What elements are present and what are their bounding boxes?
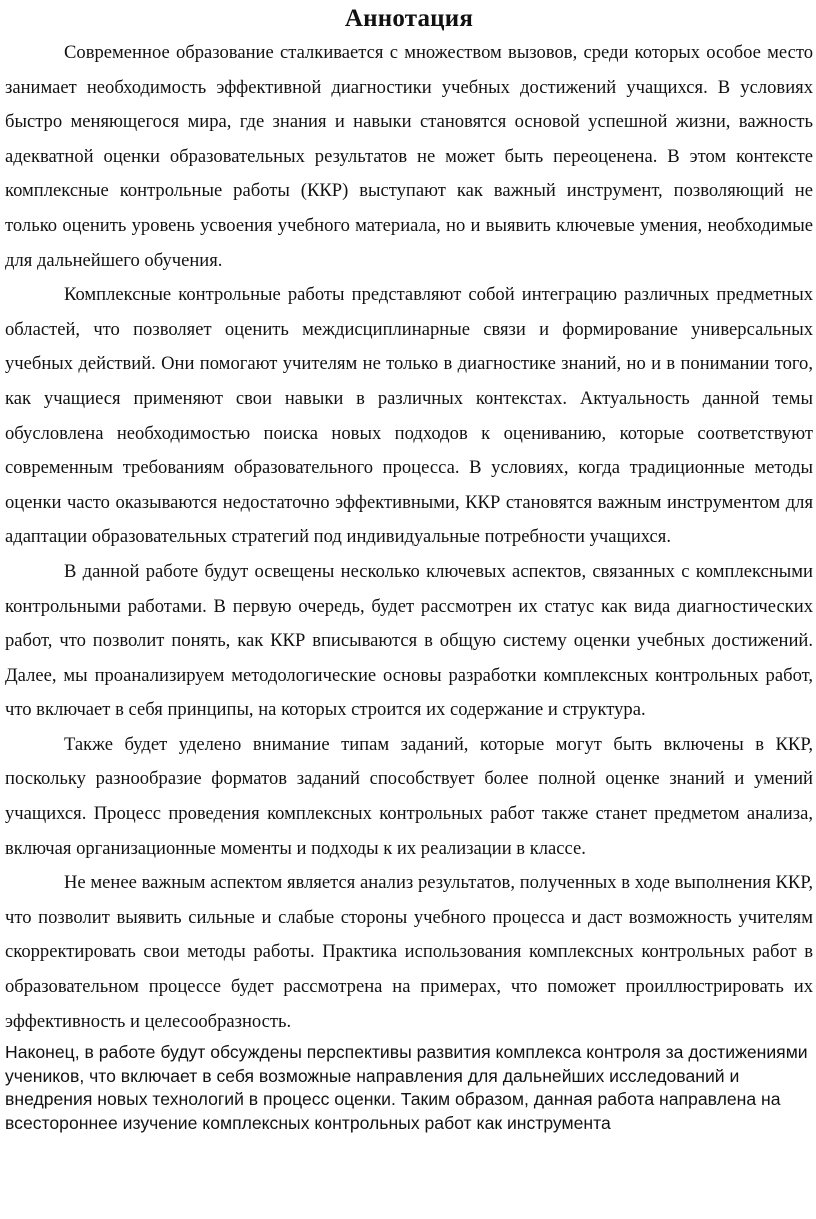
paragraph-1: Современное образование сталкивается с множеством вызовов, среди которых особое место занимает необходимость эффективной диагностики учебных достижений учащихся. В условиях быстро меняющегося мира, где знания и навыки становятся основой успешной жизни, важность адекватной оценки образовательных результатов не может быть переоценена. В этом контексте комплексные контрольные работы (ККР) выступают как важный инструмент, позволяющий не только оценить уровень усвоения учебного материала, но и выявить ключевые умения, необходимые для дальнейшего обучения. [5,42,813,271]
paragraph-5: Не менее важным аспектом является анализ результатов, полученных в ходе выполнения ККР, что позволит выявить сильные и слабые стороны учебного процесса и даст возможность учителям скорректировать свои методы работы. Практика использования комплексных контрольных работ в образовательном процессе будет рассмотрена на примерах, что поможет проиллюстрировать их эффективность и целесообразность. [5,872,813,1032]
paragraph-3: В данной работе будут освещены несколько ключевых аспектов, связанных с комплексными контрольными работами. В первую очередь, будет рассмотрен их статус как вида диагностических работ, что позволит понять, как ККР вписываются в общую систему оценки учебных достижений. Далее, мы проанализируем методологические основы разработки комплексных контрольных работ, что включает в себя принципы, на которых строится их содержание и структура. [5,560,813,721]
document-title: Аннотация [344,5,474,32]
paragraph-2: Комплексные контрольные работы представляют собой интеграцию различных предметных областей, что позволяет оценить междисциплинарные связи и формирование универсальных учебных действий. Они помогают учителям не только в диагностике знаний, но и в понимании того, как учащиеся применяют свои навыки в различных контекстах. Актуальность данной темы обусловлена необходимостью поиска новых подходов к оцениванию, которые соответствуют современным требованиям образовательного процесса. В условиях, когда традиционные методы оценки часто оказываются недостаточно эффективными, ККР становятся важным инструментом для адаптации образовательных стратегий под индивидуальные потребности учащихся. [5,284,813,548]
paragraph-final: Наконец, в работе будут обсуждены перспективы развития комплекса контроля за достижениями учеников, что включает в себя возможные направления для дальнейших исследований и внедрения новых технологий в процесс оценки. Таким образом, данная работа направлена на всестороннее изучение комплексных контрольных работ как инструмента [5,1042,808,1133]
paragraph-4: Также будет уделено внимание типам заданий, которые могут быть включены в ККР, поскольку разнообразие форматов заданий способствует более полной оценке знаний и умений учащихся. Процесс проведения комплексных контрольных работ также станет предметом анализа, включая организационные моменты и подходы к их реализации в классе. [5,733,813,859]
